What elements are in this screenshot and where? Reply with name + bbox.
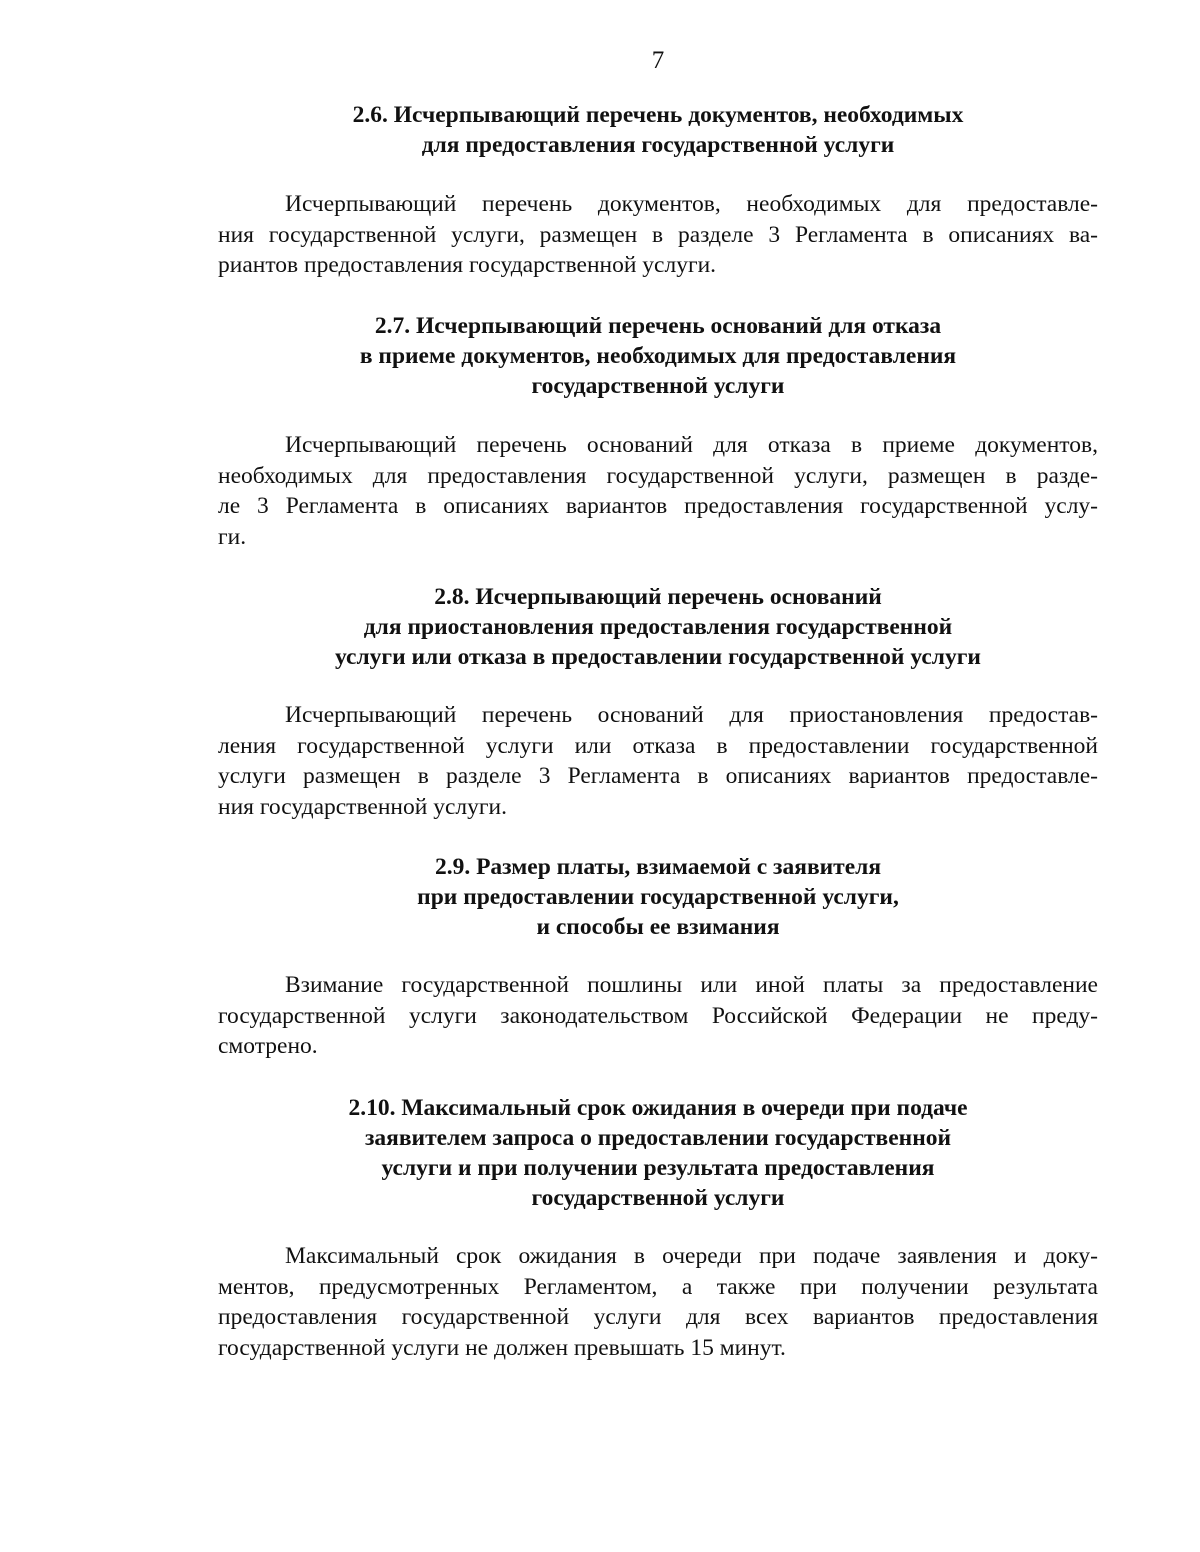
paragraph-line: смотрено. — [218, 1033, 318, 1059]
section-2-8-paragraph — [218, 700, 1098, 822]
paragraph-line: риантов предоставления государственной услуги. — [218, 252, 717, 278]
paragraph-line: Максимальный срок ожидания в очереди при подаче заявления и доку- — [285, 1243, 1098, 1269]
paragraph-line: ния государственной услуги. — [218, 793, 507, 820]
paragraph-line: Исчерпывающий перечень оснований для приостановления предостав- — [285, 702, 1098, 728]
heading-line: для приостановления предоставления государственной — [363, 614, 953, 640]
section-2-10-heading — [218, 1093, 1098, 1213]
heading-line: государственной услуги — [531, 373, 785, 399]
paragraph-line: предоставления государственной услуги для всех вариантов предоставления — [218, 1304, 1098, 1330]
heading-line: услуги или отказа в предоставлении государственной услуги — [335, 644, 981, 670]
paragraph-line: Исчерпывающий перечень документов, необходимых для предоставле- — [285, 191, 1098, 217]
heading-line: в приеме документов, необходимых для предоставления — [359, 343, 957, 369]
section-2-9-paragraph — [218, 970, 1098, 1062]
heading-line: при предоставлении государственной услуги, — [417, 884, 899, 910]
paragraph-line: услуги размещен в разделе 3 Регламента в описаниях вариантов предоставле- — [218, 763, 1098, 789]
section-2-6-paragraph — [218, 189, 1098, 281]
paragraph-line: государственной услуги не должен превышать 15 минут. — [218, 1334, 786, 1361]
paragraph-line: Исчерпывающий перечень оснований для отказа в приеме документов, — [285, 432, 1098, 458]
heading-line: 2.10. Максимальный срок ожидания в очереди при подаче — [348, 1095, 968, 1121]
heading-line: и способы ее взимания — [536, 914, 780, 940]
section-2-6-heading — [218, 100, 1098, 160]
section-2-7-heading — [218, 311, 1098, 401]
heading-line: 2.7. Исчерпывающий перечень оснований для отказа — [374, 313, 942, 339]
heading-line: государственной услуги — [531, 1185, 785, 1211]
section-2-10-paragraph — [218, 1241, 1098, 1363]
paragraph-line: ментов, предусмотренных Регламентом, а также при получении результата — [218, 1273, 1098, 1300]
heading-line: 2.8. Исчерпывающий перечень оснований — [434, 584, 882, 610]
heading-line: 2.9. Размер платы, взимаемой с заявителя — [434, 854, 882, 880]
paragraph-line: ния государственной услуги, размещен в разделе 3 Регламента в описаниях ва- — [218, 221, 1098, 248]
paragraph-line: ления государственной услуги или отказа в предоставлении государственной — [218, 732, 1098, 759]
paragraph-line: ле 3 Регламента в описаниях вариантов предоставления государственной услу- — [218, 493, 1098, 519]
section-2-7-paragraph — [218, 430, 1098, 552]
heading-line: 2.6. Исчерпывающий перечень документов, необходимых — [352, 102, 964, 128]
section-2-8-heading — [218, 582, 1098, 672]
paragraph-line: Взимание государственной пошлины или иной платы за предоставление — [285, 972, 1098, 998]
heading-line: для предоставления государственной услуги — [421, 132, 895, 158]
paragraph-line: государственной услуги законодательством Российской Федерации не преду- — [218, 1002, 1098, 1029]
paragraph-line: необходимых для предоставления государственной услуги, размещен в разде- — [218, 462, 1098, 489]
heading-line: услуги и при получении результата предоставления — [381, 1155, 935, 1181]
page-number: 7 — [651, 47, 665, 74]
heading-line: заявителем запроса о предоставлении государственной — [364, 1125, 952, 1151]
section-2-9-heading — [218, 852, 1098, 942]
paragraph-line: ги. — [218, 523, 247, 550]
